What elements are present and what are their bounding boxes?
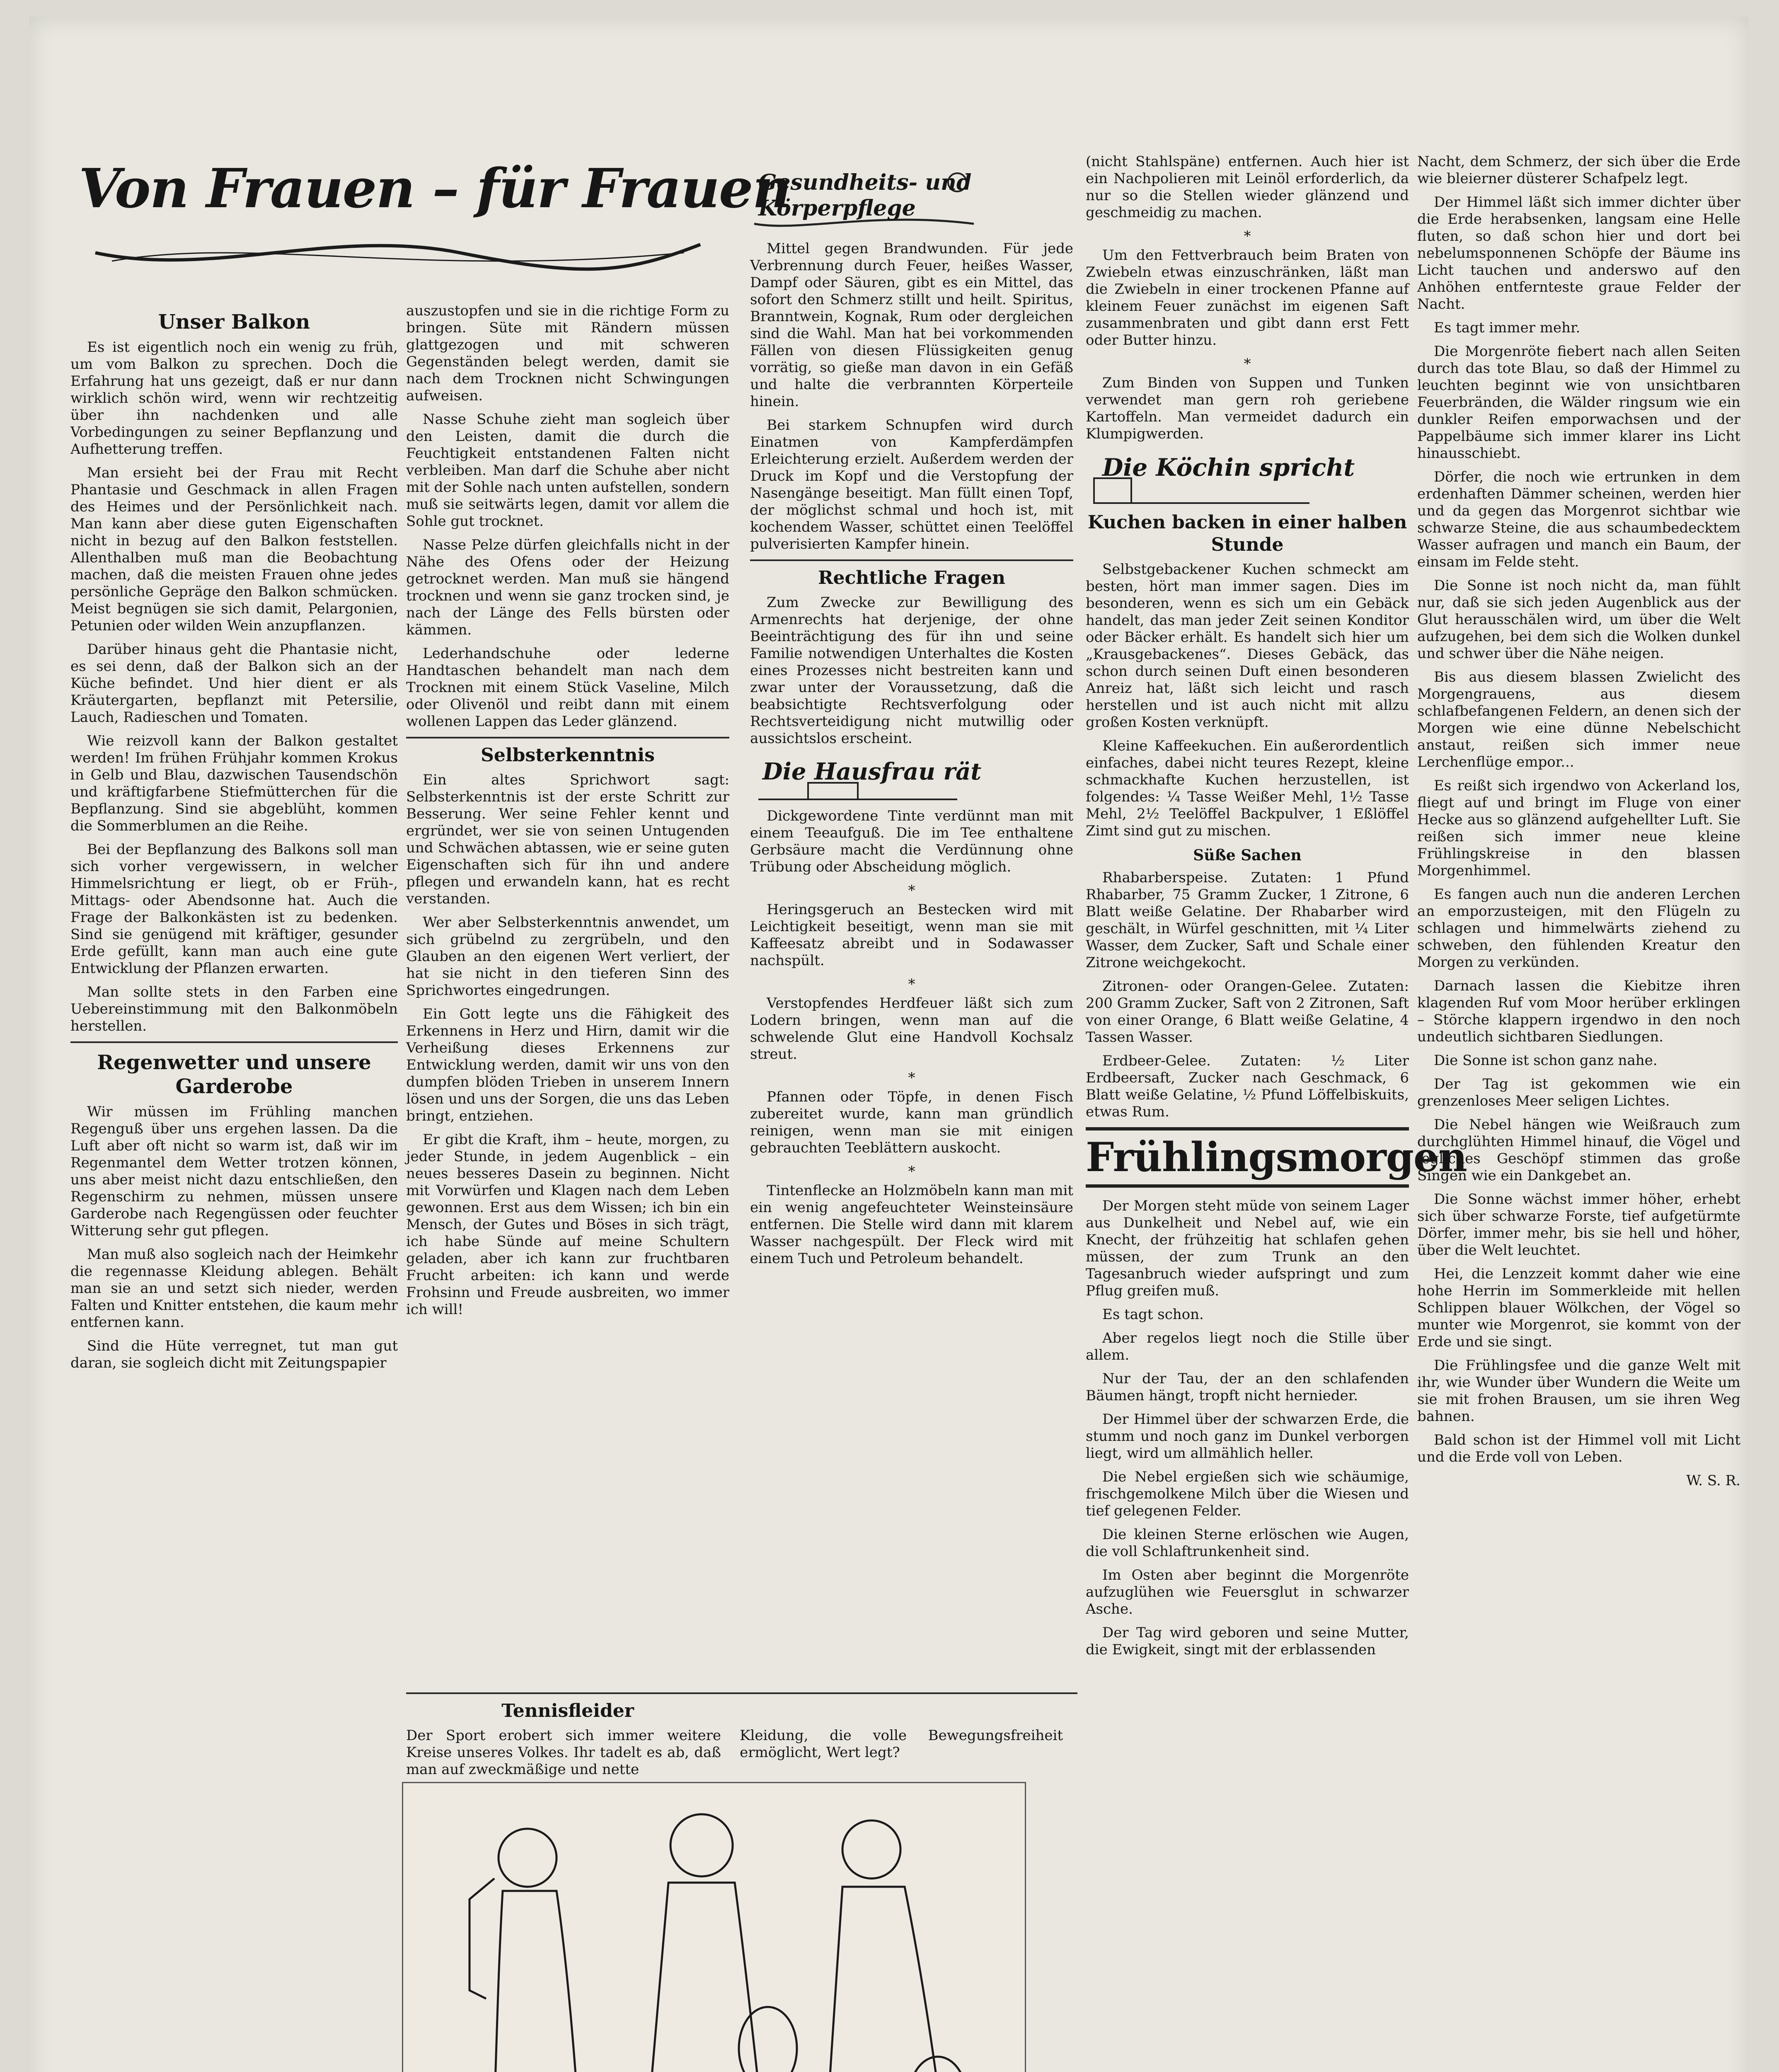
paragraph: Es reißt sich irgendwo von Ackerland los, fliegt auf und bringt im Fluge von einer Hecke aus so glänzend aufgehellter Luft. Sie reißen sich immer neue kleine Frühlingskreise in den blassen Morgenhimmel. xyxy=(1417,777,1740,879)
heading-suesse-sachen: Süße Sachen xyxy=(1193,847,1302,864)
tennis-article-continued xyxy=(750,1790,1073,2072)
paragraph: Die Sonne ist noch nicht da, man fühlt nur, daß sie sich jeden Augenblick aus der Glut herausschälen wird, um über die Welt aufzugehen, bei dem sich die Wolken dunkel und schwer über die Nähe neigen. xyxy=(1417,577,1740,662)
paragraph: Nacht, dem Schmerz, der sich über die Erde wie bleierner düsterer Schafpelz legt. xyxy=(1417,153,1740,187)
paragraph: Verstopfendes Herdfeuer läßt sich zum Lodern bringen, wenn man auf die schwelende Glut eine Handvoll Kochsalz streut. xyxy=(750,995,1073,1063)
divider xyxy=(406,1692,1077,1694)
paragraph: Man sollte stets in den Farben eine Uebereinstimmung mit den Balkonmöbeln herstellen. xyxy=(70,984,398,1034)
paragraph: Die Sonne ist schon ganz nahe. xyxy=(1434,1052,1658,1069)
title-swash-ornament xyxy=(87,228,709,278)
paragraph: Die kleinen Sterne erlöschen wie Augen, die voll Schlaftrunkenheit sind. xyxy=(1086,1526,1409,1560)
paragraph: Die Nebel hängen wie Weißrauch zum durchglühten Himmel hinauf, die Vögel und jegliches Geschöpf stimmen das große Singen wie ein Dankgebet an. xyxy=(1417,1116,1740,1184)
paragraph: Tintenflecke an Holzmöbeln kann man mit ein wenig angefeuchteter Weinsteinsäure entfernen. Die Stelle wird dann mit klarem Wasser nachgespült. Der Fleck wird mit einem Tuch und Petroleum behandelt. xyxy=(750,1182,1073,1267)
gesundheit-label: Gesundheits- und Körperpflege xyxy=(758,170,972,221)
paragraph: Selbstgebackener Kuchen schmeckt am besten, hört man immer sagen. Dies im besonderen, wenn es sich um ein Gebäck handelt, das man jeder Zeit seinen Konditor oder Bäcker erhält. Es handelt sich hier um „Krausgebackenes“. Dieses Gebäck, das schon durch seinen Duft einen besonderen Anreiz hat, läßt sich leicht und rasch herstellen und ist auch nicht mit allzu großen Kosten verknüpft. xyxy=(1086,561,1409,731)
paragraph: Bei der Bepflanzung des Balkons soll man sich vorher vergewissern, in welcher Himmelsrichtung er liegt, ob er Früh-, Mittags- oder Abendsonne hat. Auch die Frage der Balkonkästen ist zu bedenken. Sind sie genügend mit kräftiger, gesunder Erde gefüllt, kann man auch eine gute Entwicklung der Pflanzen erwarten. xyxy=(70,841,398,977)
paragraph: auszustopfen und sie in die richtige Form zu bringen. Süte mit Rändern müssen glattgezogen und mit schweren Gegenständen belegt werden, damit sie nach dem Trocknen nicht Schwingungen aufweisen. xyxy=(406,303,729,404)
heading-fruehlingsmorgen: Frühlingsmorgen xyxy=(1086,1127,1409,1188)
paragraph: Lederhandschuhe oder lederne Handtaschen behandelt man nach dem Trocknen mit einem Stück Vaseline, Milch oder Olivenöl und reibt dann mit einem wollenen Lappen das Leder glänzend. xyxy=(406,645,729,730)
tennis-article xyxy=(406,1687,1077,1786)
paragraph: Erdbeer-Gelee. Zutaten: ½ Liter Erdbeersaft, Zucker nach Geschmack, 6 Blatt weiße Gelatine, ½ Pfund Löffelbiskuits, etwas Rum. xyxy=(1086,1053,1409,1120)
paragraph: Bis aus diesem blassen Zwielicht des Morgengrauens, aus diesem schlafbefangenen Feldern, an denen sich der Morgen wie eine dünne Nebelschicht anstaut, reißen sich immer neue Lerchenflüge empor... xyxy=(1417,669,1740,770)
paragraph: Ein altes Sprichwort sagt: Selbsterkenntnis ist der erste Schritt zur Besserung. Wer seine Fehler kennt und ergründet, wer sie von seinen Untugenden und Schwächen abtassen, wie er seine guten Eigenschaften sich für ihn und andere pflegen und erwandeln kann, hat es recht verstanden. xyxy=(406,772,729,907)
paragraph: Zum Binden von Suppen und Tunken verwendet man gern roh geriebene Kartoffeln. Man vermeidet dadurch ein Klumpigwerden. xyxy=(1086,375,1409,442)
hausfrau-label: Die Hausfrau rät xyxy=(762,758,982,785)
gesundheit-logo xyxy=(750,162,1073,240)
paragraph: Hei, die Lenzzeit kommt daher wie eine hohe Herrin im Sommerkleide mit hellen Schlippen blauer Wölkchen, der Vögel so munter wie Morgenrot, sie kommt von der Erde und sie singt. xyxy=(1417,1266,1740,1350)
paragraph: Dickgewordene Tinte verdünnt man mit einem Teeaufguß. Die im Tee enthaltene Gerbsäure macht die Verdünnung ohne Trübung oder Abscheidung möglich. xyxy=(750,808,1073,875)
paragraph: Der Himmel läßt sich immer dichter über die Erde herabsenken, langsam eine Helle fluten, so daß schon hier und dort bei nebelumsponnenen Schöpfe der Bäume ins Licht tauchen und anderswo auf den Anhöhen entfernteste graue Felder der Nacht. xyxy=(1417,194,1740,312)
paragraph: Der Himmel über der schwarzen Erde, die stumm und noch ganz im Dunkel verborgen liegt, wird um allmählich heller. xyxy=(1086,1411,1409,1462)
paragraph: Bald schon ist der Himmel voll mit Licht und die Erde voll von Leben. xyxy=(1417,1432,1740,1465)
paragraph: Man ersieht bei der Frau mit Recht Phantasie und Geschmack in allen Fragen des Heimes und der Persönlichkeit nach. Man kann aber diese guten Eigenschaften nicht in bezug auf den Balkon feststellen. Allenthalben muß man die Beobachtung machen, daß die meisten Frauen ohne jedes persönliche Gepräge den Balkon schmücken. Meist begnügen sie sich damit, Pelargonien, Petunien oder wilden Wein anzupflanzen. xyxy=(70,465,398,634)
paragraph: Darüber hinaus geht die Phantasie nicht, es sei denn, daß der Balkon sich an der Küche befindet. Und hier dient er als Kräutergarten, bepflanzt mit Petersilie, Lauch, Radieschen und Tomaten. xyxy=(70,641,398,726)
heading-regenwetter: Regenwetter und unsere Garderobe xyxy=(97,1051,371,1098)
paragraph: Heringsgeruch an Bestecken wird mit Leichtigkeit beseitigt, wenn man sie mit Kaffeesatz abreibt und in Sodawasser nachspült. xyxy=(750,901,1073,969)
paragraph: Der Morgen steht müde von seinem Lager aus Dunkelheit und Nebel auf, wie ein Knecht, der frühzeitig hat schlafen gehen müssen, der zum Trunk an den Tagesanbruch wieder aufspringt und zum Pflug greifen muß. xyxy=(1086,1198,1409,1299)
paragraph: Der Sport erobert sich immer weitere Kreise unseres Volkes. Ihr tadelt es ab, daß man auf zweckmäßige und nette xyxy=(406,1727,721,1778)
section-title: Von Frauen – für Frauen xyxy=(79,157,791,220)
paragraph: Um den Fettverbrauch beim Braten von Zwiebeln etwas einzuschränken, läßt man die Zwiebeln in einer trockenen Pfanne auf kleinem Feuer zunächst im eigenen Saft zusammenbraten und gibt dann erst Fett oder Butter hinzu. xyxy=(1086,247,1409,349)
paragraph: Sind die Hüte verregnet, tut man gut daran, sie sogleich dicht mit Zeitungspapier xyxy=(70,1338,398,1371)
koechin-logo xyxy=(1086,449,1409,511)
paragraph: Wer aber Selbsterkenntnis anwendet, um sich grübelnd zu zergrübeln, und den Glauben an den eigenen Wert verliert, der hat sie nicht in den tieferen Sinn des Sprichwortes eingedrungen. xyxy=(406,914,729,999)
paragraph: (nicht Stahlspäne) entfernen. Auch hier ist ein Nachpolieren mit Leinöl erforderlich, da nur so die Stellen wieder glänzend und geschmeidig zu machen. xyxy=(1086,153,1409,221)
heading-balkon: Unser Balkon xyxy=(158,310,310,334)
separator-star: * xyxy=(908,1163,915,1180)
koechin-label: Die Köchin spricht xyxy=(1102,453,1355,482)
paragraph: Rhabarberspeise. Zutaten: 1 Pfund Rhabarber, 75 Gramm Zucker, 1 Zitrone, 6 Blatt weiße Gelatine. Der Rhabarber wird geschält, in Würfel geschnitten, mit ¼ Liter Wasser, dem Zucker, Saft und Schale einer Zitrone weichgekocht. xyxy=(1086,869,1409,971)
paragraph: Kleidung, die volle Bewegungsfreiheit ermöglicht, Wert legt? xyxy=(740,1727,1063,1761)
heading-selbsterkenntnis: Selbsterkenntnis xyxy=(481,745,655,766)
paragraph: Es fangen auch nun die anderen Lerchen an emporzusteigen, mit den Flügeln zu schlagen und himmelwärts ziehend zu schweben, den fühlenden Kreatur den Morgen zu verkünden. xyxy=(1417,886,1740,971)
hausfrau-logo xyxy=(750,754,1073,808)
paragraph: Dörfer, die noch wie ertrunken in dem erdenhaften Dämmer scheinen, werden hier und da gegen das Morgenrot sichtbar wie schwarze Steine, die aus schaumbedecktem Wasser aufragen und manch ein Baum, der einsam im Felde steht. xyxy=(1417,469,1740,570)
paragraph: Die Morgenröte fiebert nach allen Seiten durch das tote Blau, so daß der Himmel zu leuchten beginnt wie von unsichtbaren Feuerbränden, die Wälder ringsum wie ein dunkler Reifen emporwachsen und der Pappelbäume sich immer klarer ins Licht hinausschiebt. xyxy=(1417,343,1740,462)
separator-star: * xyxy=(1244,228,1251,244)
paragraph: Zum Zwecke zur Bewilligung des Armenrechts hat derjenige, der ohne Beeinträchtigung des für ihn und seine Familie notwendigen Unterhaltes die Kosten eines Prozesses nicht bestreiten kann und zwar unter der Voraussetzung, daß die beabsichtigte Rechtsverfolgung oder Rechtsverteidigung nicht mutwillig oder aussichtslos erscheint. xyxy=(750,594,1073,747)
paragraph: Darnach lassen die Kiebitze ihren klagenden Ruf vom Moor herüber erklingen – Störche klappern irgendwo in den noch undeutlich sichtbaren Siedlungen. xyxy=(1417,978,1740,1045)
paragraph: Mittel gegen Brandwunden. Für jede Verbrennung durch Feuer, heißes Wasser, Dampf oder Säuren, gibt es ein Mittel, das sofort den Schmerz stillt und heilt. Spiritus, Branntwein, Kognak, Rum oder dergleichen sind die Wahl. Man hat bei vorkommenden Fällen von diesen Flüssigkeiten genug vorrätig, so gieße man davon in ein Gefäß und halte die verbrannten Körperteile hinein. xyxy=(750,240,1073,410)
separator-star: * xyxy=(908,882,915,899)
heading-rechtliche-fragen: Rechtliche Fragen xyxy=(818,567,1006,588)
column-3 xyxy=(750,162,1073,1678)
paragraph: Pfannen oder Töpfe, in denen Fisch zubereitet wurde, kann man gründlich reinigen, wenn man sie mit einigen gebrauchten Teeblättern auskocht. xyxy=(750,1089,1073,1156)
paragraph: Man muß also sogleich nach der Heimkehr die regennasse Kleidung ablegen. Behält man sie an und setzt sich nieder, werden Falten und Knitter entstehen, die kaum mehr entfernen kann. xyxy=(70,1246,398,1331)
paragraph: Die Sonne wächst immer höher, erhebt sich über schwarze Forste, tief aufgetürmte Dörfer, immer mehr, bis sie hell und höher, über die Welt leuchtet. xyxy=(1417,1191,1740,1259)
paragraph: Kleine Kaffeekuchen. Ein außerordentlich einfaches, dabei nicht teures Rezept, kleine schmackhafte Kuchen herzustellen, ist folgendes: ¼ Tasse Weißer Mehl, 1½ Tasse Mehl, 2½ Teelöffel Backpulver, 1 Eßlöffel Zimt sind gut zu mischen. xyxy=(1086,738,1409,839)
paragraph: Wir müssen im Frühling manchen Regenguß über uns ergehen lassen. Da die Luft aber oft nicht so warm ist, daß wir im Regenmantel dem Wetter trotzen können, uns aber meist nicht dazu entschließen, den Regenschirm zu nehmen, müssen unsere Garderobe nach Regengüssen oder feuchter Witterung sehr gut pflegen. xyxy=(70,1104,398,1239)
paragraph: Nasse Schuhe zieht man sogleich über den Leisten, damit die durch die Feuchtigkeit entstandenen Falten nicht verbleiben. Man darf die Schuhe aber nicht mit der Sohle nach unten aufstellen, sondern muß sie seitwärts legen, damit vor allem die Sohle gut trocknet. xyxy=(406,411,729,530)
separator-star: * xyxy=(1244,356,1251,372)
paragraph: Im Osten aber beginnt die Morgenröte aufzuglühen wie Feuersglut in schwarzer Asche. xyxy=(1086,1567,1409,1617)
separator-star: * xyxy=(908,976,915,992)
paragraph: Wie reizvoll kann der Balkon gestaltet werden! Im frühen Frühjahr kommen Krokus in Gelb und Blau, dazwischen Tausendschön und kräftigfarbene Stiefmütterchen für die Bepflanzung. Sind sie abgeblüht, kommen die Sommerblumen an die Reihe. xyxy=(70,733,398,834)
separator-star: * xyxy=(908,1070,915,1086)
paragraph: Nasse Pelze dürfen gleichfalls nicht in der Nähe des Ofens oder der Heizung getrocknet werden. Man muß sie hängend trocknen und wenn sie ganz trocken sind, je nach der Länge des Fells bürsten oder kämmen. xyxy=(406,537,729,638)
paragraph: Es tagt immer mehr. xyxy=(1434,320,1581,336)
newspaper-page xyxy=(29,17,1749,2072)
paragraph: Es tagt schon. xyxy=(1102,1306,1204,1323)
divider xyxy=(750,559,1073,561)
signature: W. S. R. xyxy=(1686,1472,1740,1489)
column-2 xyxy=(406,303,729,1678)
paragraph: Der Tag wird geboren und seine Mutter, die Ewigkeit, singt mit der erblassenden xyxy=(1086,1624,1409,1658)
paragraph: Aber regelos liegt noch die Stille über allem. xyxy=(1086,1330,1409,1363)
paragraph: Nur der Tau, der an den schlafenden Bäumen hängt, tropft nicht hernieder. xyxy=(1086,1370,1409,1404)
paragraph: Der Tag ist gekommen wie ein grenzenloses Meer seligen Lichtes. xyxy=(1417,1076,1740,1109)
heading-kuchen: Kuchen backen in einer halben Stunde xyxy=(1087,512,1407,555)
divider xyxy=(70,1041,398,1043)
column-1 xyxy=(70,303,398,2072)
paragraph: Bei starkem Schnupfen wird durch Einatmen von Kampferdämpfen Erleichterung erzielt. Außerdem werden der Druck im Kopf und die Verstopfung der Nasengänge beseitigt. Man füllt einen Topf, der möglichst schmal und hoch ist, mit kochendem Wasser, schüttet einen Teelöffel pulverisierten Kampfer hinein. xyxy=(750,417,1073,552)
column-4 xyxy=(1086,153,1467,2072)
paragraph: Die Nebel ergießen sich wie schäumige, frischgemolkene Milch über die Wiesen und tief gelegenen Felder. xyxy=(1086,1469,1409,1519)
paragraph: Ein Gott legte uns die Fähigkeit des Erkennens in Herz und Hirn, damit wir die Verheißung dieses Erkennens zur Entwicklung werden, damit wir uns von den dumpfen blöden Trieben in unserem Innern lösen und uns der Sorgen, die uns das Leben bringt, entziehen. xyxy=(406,1006,729,1124)
section-masthead xyxy=(79,153,791,290)
divider xyxy=(406,737,729,738)
heading-tennis: Tennisfleider xyxy=(501,1700,634,1721)
paragraph: Zitronen- oder Orangen-Gelee. Zutaten: 200 Gramm Zucker, Saft von 2 Zitronen, Saft von einer Orange, 6 Blatt weiße Gelatine, 4 Tassen Wasser. xyxy=(1086,978,1409,1046)
column-5 xyxy=(1417,153,1740,2072)
paragraph: Er gibt die Kraft, ihm – heute, morgen, zu jeder Stunde, in jedem Augenblick – ein neues besseres Dasein zu beginnen. Nicht mit Vorwürfen und Klagen nach dem Leben gewonnen. Erst aus dem Wissen; ich bin ein Mensch, der Gutes und Böses in sich trägt, ich habe Sünde auf meine Schultern geladen, aber ich kann zur fruchtbaren Frucht arbeiten: ich kann und werde Frohsinn und Freude ausbreiten, wo immer ich will! xyxy=(406,1131,729,1318)
paragraph: Es ist eigentlich noch ein wenig zu früh, um vom Balkon zu sprechen. Doch die Erfahrung hat uns gezeigt, daß er nur dann wirklich schön wird, wenn wir rechtzeitig über ihn nachdenken und alle Vorbedingungen zu seiner Bepflanzung und Aufhetterung treffen. xyxy=(70,339,398,457)
paragraph: Die Frühlingsfee und die ganze Welt mit ihr, wie Wunder über Wundern die Weite um sie mit frohen Brausen, um sie ihren Weg bahnen. xyxy=(1417,1357,1740,1425)
